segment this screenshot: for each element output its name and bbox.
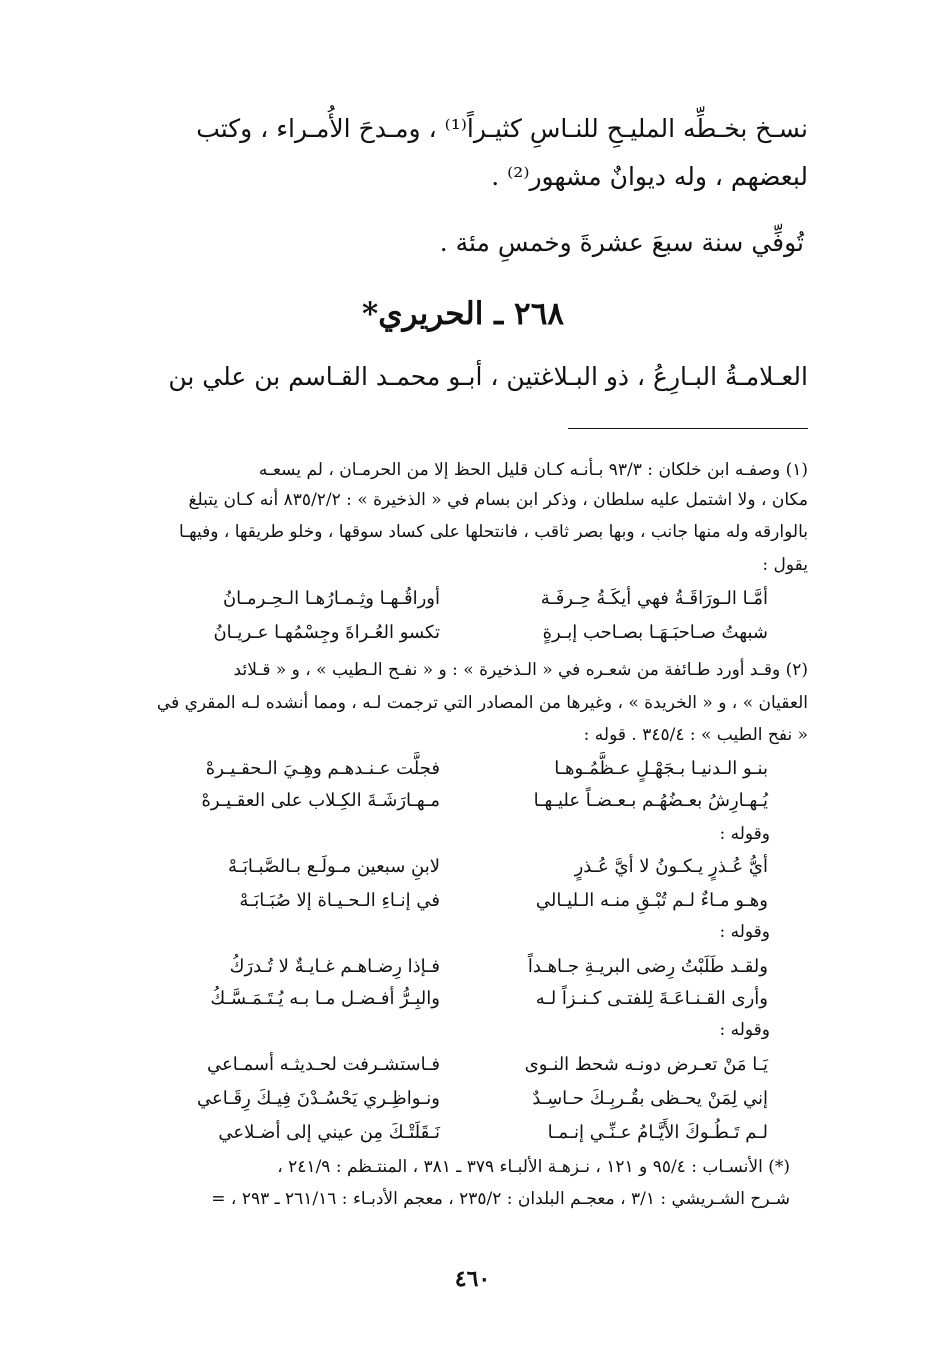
verse-hemistich-1: إني لِمَنْ يحـظى بقُـربِـكَ حـاسِـدٌ: [532, 1088, 768, 1109]
footnote-1-line-3: بالوارقه وله منها جانب ، وبها بصر ثاقب ، فانتحلها على كساد سوقها ، وخلو طريقها ، وفيهـا: [178, 522, 808, 542]
entry-heading: ٢٦٨ ـ الحريري*: [361, 296, 564, 332]
verse-line: [150, 1122, 768, 1152]
verse-hemistich-1: شبهتُ صـاحبَـهَـا بصـاحب إبـرةٍ: [542, 622, 768, 643]
verse-hemistich-1: يُـهـارِشُ بعـضُهُـم بـعـضـاً عليـهـا: [533, 790, 768, 811]
verse-hemistich-2: والبِـرُّ أفـضـل مـا بـه يُـتَـمَـسَّـكُ: [210, 988, 440, 1009]
verse-hemistich-1: لـم تَـطُـوكَ الأَيَّـامُ عـنِّـي إنـمـا: [547, 1122, 768, 1143]
verse-intro-label: وقوله :: [719, 824, 770, 844]
footnote-2-line-2: العقيان » ، و « الخريدة » ، وغيرها من المصادر التي ترجمت لـه ، ومما أنشده لـه المقري في: [156, 693, 808, 713]
verse-hemistich-1: ولقـد طَلَبْتُ رِضى البريـةِ جـاهـداً: [527, 956, 768, 977]
verse-line: [150, 890, 768, 920]
verse-hemistich-1: يَـا مَنْ تعـرض دونـه شحط النـوى: [524, 1054, 768, 1075]
footnote-2-line-3: « نفح الطيب » : ٣٤٥/٤ . قوله :: [583, 725, 808, 745]
verse-line: [150, 588, 768, 618]
body-line-2: لبعضهم ، وله ديوانٌ مشهور⁽²⁾ .: [491, 162, 808, 191]
verse-line: [150, 1054, 768, 1084]
footnote-separator: [568, 428, 808, 429]
verse-intro-label: وقوله :: [719, 1020, 770, 1040]
verse-hemistich-2: تكسو العُـراةَ وجِسْمُهـا عـريـانُ: [213, 622, 440, 643]
entry-first-line: العـلامـةُ البـارِعُ ، ذو البـلاغتين ، أبـو محمـد القـاسم بن علي بن: [168, 362, 808, 391]
sources-line-1: (*) الأنسـاب : ٩٥/٤ و ١٢١ ، نـزهـة الألبـاء ٣٧٩ ـ ٣٨١ ، المنتـظم : ٢٤١/٩ ،: [277, 1157, 790, 1177]
verse-line: [150, 790, 768, 820]
verse-hemistich-1: أيُّ عُـذرٍ يـكـونُ لا أيَّ عُـذرٍ: [574, 856, 768, 877]
verse-line: [150, 622, 768, 652]
footnote-1-line-4: يقول :: [762, 555, 808, 575]
verse-line: [150, 956, 768, 986]
sources-line-2: شـرح الشـريشي : ٣/١ ، معجـم البلدان : ٢٣٥/٢ ، معجم الأدبـاء : ٢٦١/١٦ ـ ٢٩٣ ، =: [211, 1189, 790, 1209]
verse-hemistich-2: مـهـارَشَـةَ الكِـلاب على العقـيـرهْ: [201, 790, 440, 811]
verse-line: [150, 1088, 768, 1118]
verse-hemistich-1: وهـو مـاءٌ لـم تُبْـقِ منـه الـليـالي: [535, 890, 768, 911]
verse-hemistich-2: ونـواظِـري يَحْسُـدْنَ فِيـكَ رِقَـاعي: [197, 1088, 440, 1109]
verse-line: [150, 856, 768, 886]
footnote-1-line-2: مكان ، ولا اشتمل عليه سلطان ، وذكر ابن بسام في « الذخيرة » : ٨٣٥/٢/٢ أنه كـان يتبلغ: [188, 490, 808, 510]
page-number: ٤٦٠: [454, 1266, 491, 1292]
verse-line: [150, 988, 768, 1018]
footnote-1-line-1: (١) وصفـه ابن خلكان : ٩٣/٣ بـأنـه كـان قليل الحظ إلا من الحرمـان ، لم يسعـه: [258, 460, 808, 480]
verse-line: [150, 758, 768, 788]
footnote-2-line-1: (٢) وقـد أورد طـائفة من شعـره في « الـذخيرة » : و « نفـح الـطيب » ، و « قـلائد: [233, 660, 808, 680]
verse-hemistich-2: نَـقَلَتْـكَ مِن عيني إلى أضـلاعي: [218, 1122, 440, 1143]
verse-hemistich-1: بنـو الـدنيـا بـجَهْـلٍ عـظَّمُـوهـا: [554, 758, 768, 779]
verse-hemistich-2: فـإذا رِضـاهـم غـايـةٌ لا تُـدرَكُ: [229, 956, 440, 977]
verse-hemistich-2: فـاستشـرفت لحـديثـه أسمـاعي: [206, 1054, 440, 1075]
verse-hemistich-2: أوراقُـهـا وثِـمـارُهـا الـحِـرمـانُ: [222, 588, 440, 609]
body-line-1: نسـخ بخـطِّه المليـحِ للنـاسِ كثيـراً⁽¹⁾ ، ومـدحَ الأُمـراء ، وكتب: [196, 114, 808, 143]
verse-hemistich-2: فجلَّت عـنـدهـم وهِـيَ الـحقـيـرهْ: [205, 758, 440, 779]
verse-hemistich-2: لابنِ سبعين مـولَـع بـالصَّبـابَـهْ: [227, 856, 440, 877]
body-line-3: تُوفِّي سنة سبعَ عشرةَ وخمسِ مئة .: [439, 228, 804, 257]
verse-hemistich-2: في إنـاءِ الـحـيـاة إلا صُبَـابَـهْ: [239, 890, 440, 911]
verse-hemistich-1: أمَّـا الـورَاقَـةُ فهي أيكَـةُ حِـرفَـة: [540, 588, 768, 609]
verse-hemistich-1: وأرى القـنـاعَـةَ لِلفتـى كـنـزاً لـه: [535, 988, 768, 1009]
verse-intro-label: وقوله :: [719, 922, 770, 942]
